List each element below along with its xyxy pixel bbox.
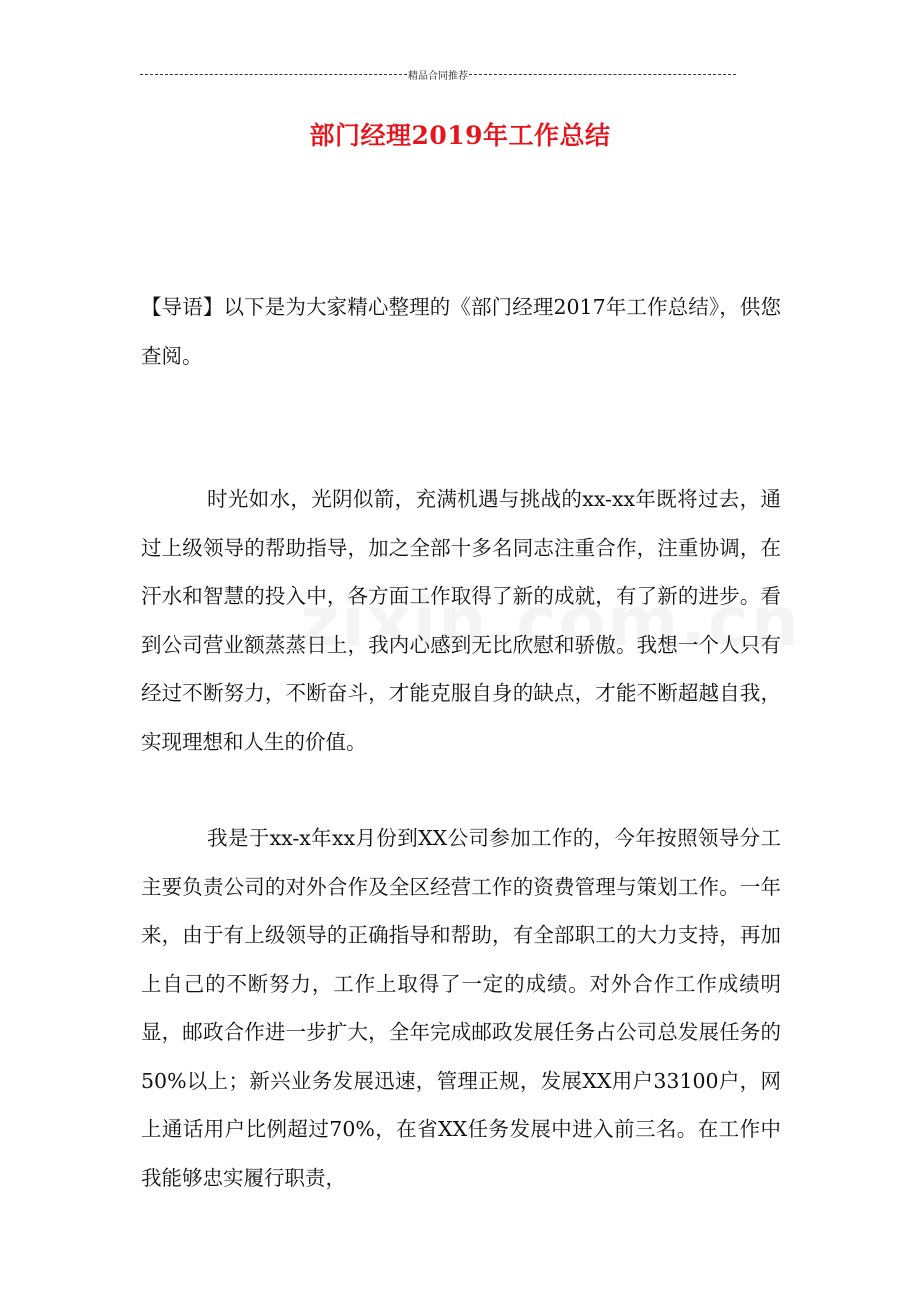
intro-paragraph: 【导语】以下是为大家精心整理的《部门经理2017年工作总结》，供您查阅。: [141, 295, 781, 368]
header-dash-left: [140, 74, 407, 75]
document-title: 部门经理2019年工作总结: [309, 121, 611, 150]
page-header: [140, 66, 736, 82]
body-paragraph-2: 我是于xx-x年xx月份到XX公司参加工作的，今年按照领导分工主要负责公司的对外合作及全区经营工作的资费管理与策划工作。一年来，由于有上级领导的正确指导和帮助，有全部职工的大力支持，再加上自己的不断努力，工作上取得了一定的成绩。对外合作工作成绩明显，邮政合作进一步扩大，全年完成邮政发展任务占公司总发展任务的50%以上；新兴业务发展迅速，管理正规，发展XX用户33100户，网上通话用户比例超过70%，在省XX任务发展中进入前三名。在工作中我能够忠实履行职责，: [141, 826, 781, 1190]
header-dash-right: [469, 74, 736, 75]
body-paragraph-1: 时光如水，光阴似箭，充满机遇与挑战的xx-xx年既将过去，通过上级领导的帮助指导，加之全部十多名同志注重合作，注重协调，在汗水和智慧的投入中，各方面工作取得了新的成就，有了新的进步。看到公司营业额蒸蒸日上，我内心感到无比欣慰和骄傲。我想一个人只有经过不断努力，不断奋斗，才能克服自身的缺点，才能不断超越自我，实现理想和人生的价值。: [141, 487, 781, 754]
header-label: 精品合同推荐: [408, 70, 468, 82]
